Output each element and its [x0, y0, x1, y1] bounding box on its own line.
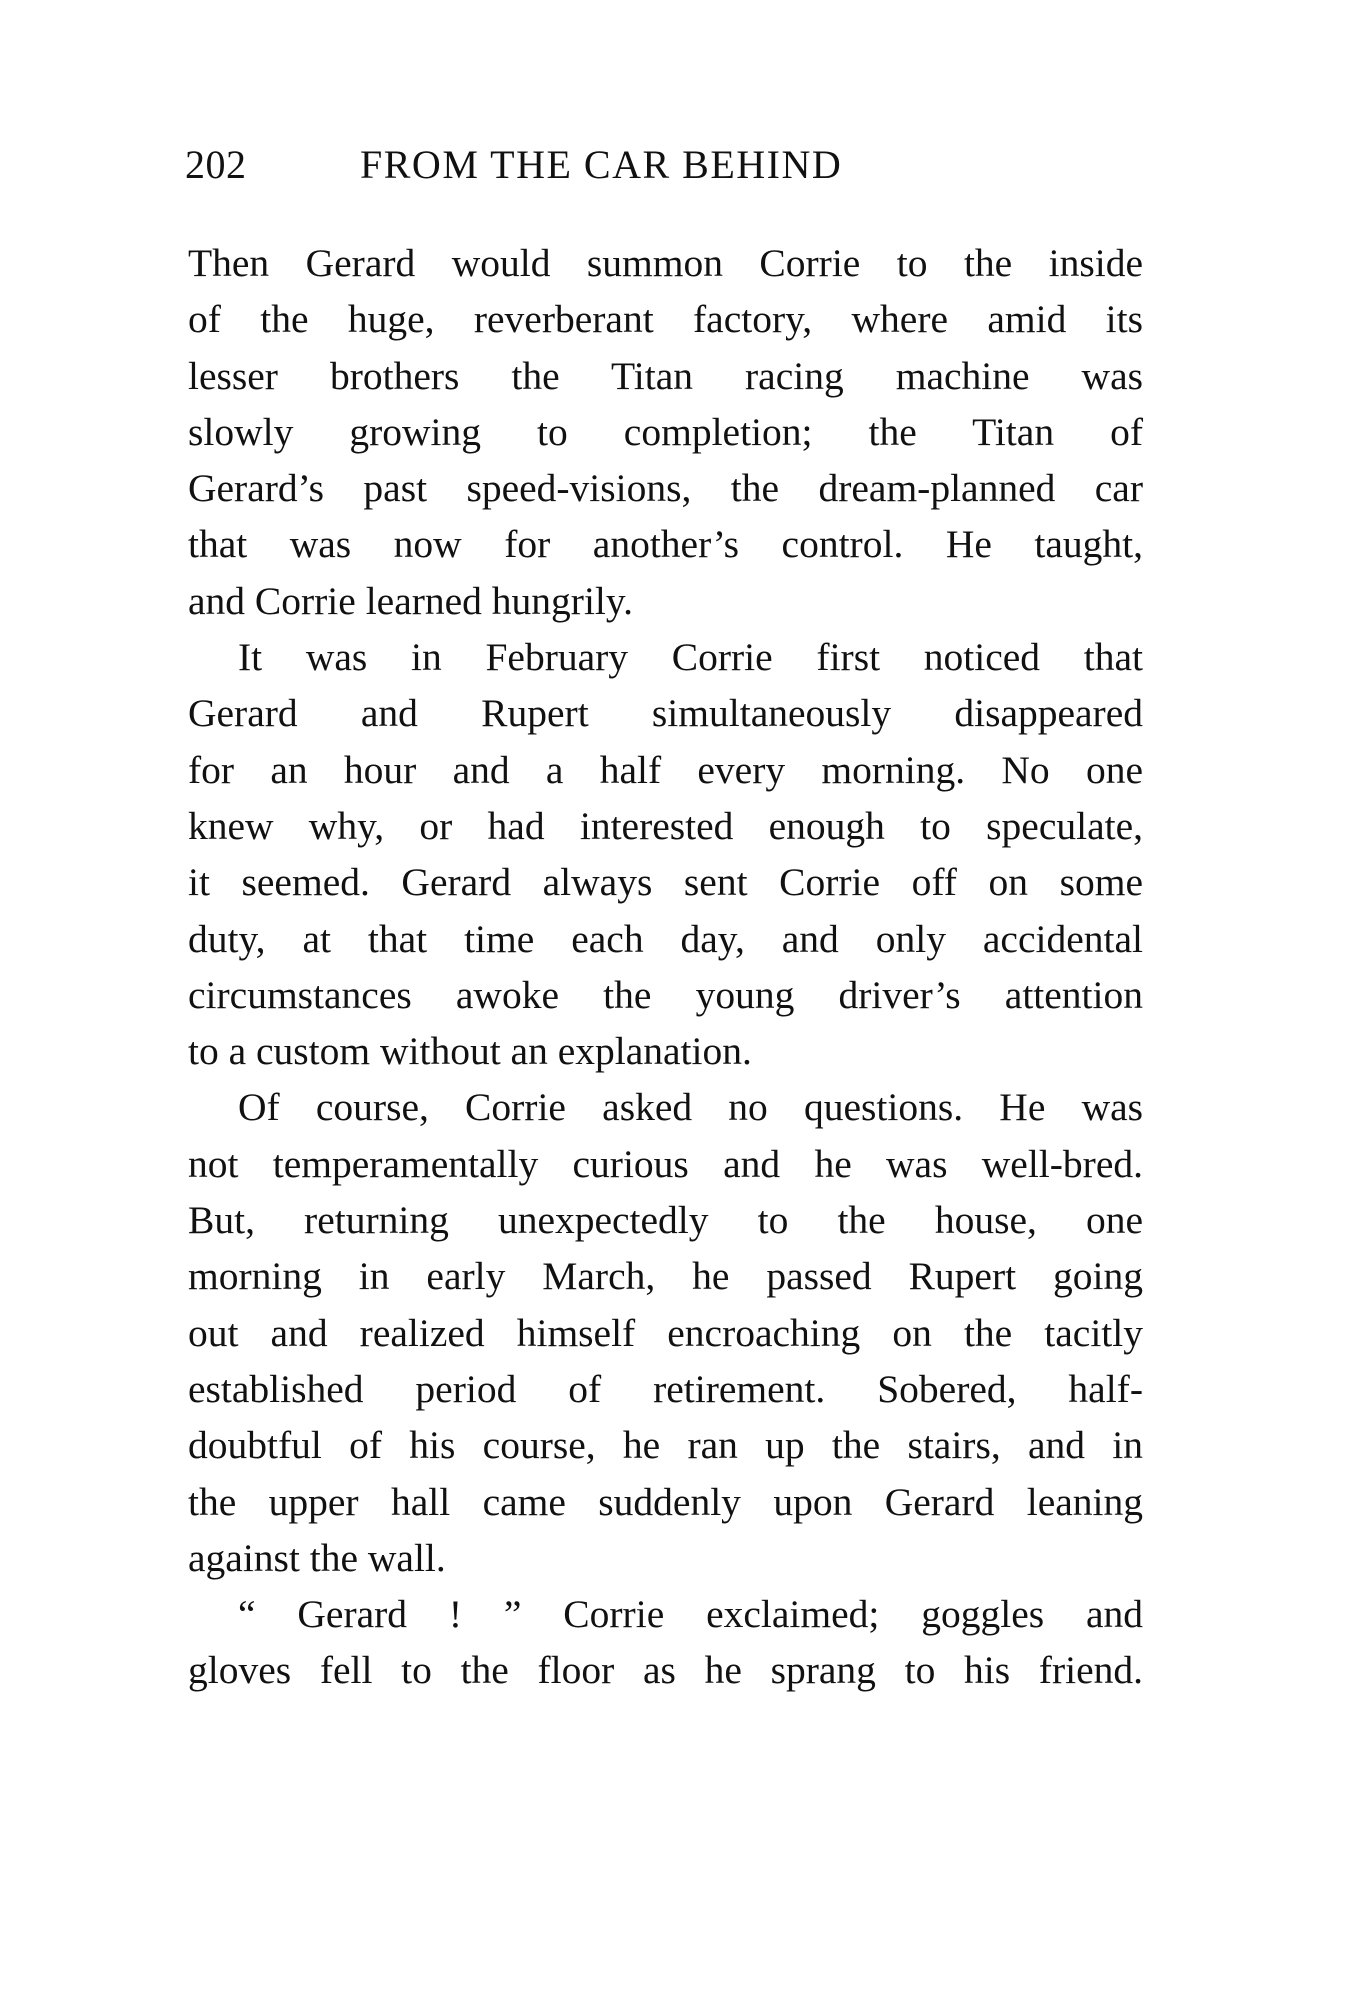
body-text: [188, 235, 1143, 1699]
text-line: doubtful of his course, he ran up the stairs, and in: [188, 1423, 1143, 1468]
text-line: gloves fell to the floor as he sprang to his friend.: [188, 1648, 1143, 1693]
text-line: to a custom without an explanation.: [188, 1029, 752, 1074]
text-line: for an hour and a half every morning. No one: [188, 747, 1143, 792]
running-head: [185, 140, 1140, 190]
text-line: lesser brothers the Titan racing machine was: [188, 353, 1143, 398]
text-line: out and realized himself encroaching on the tacitly: [188, 1310, 1143, 1355]
text-line: “ Gerard ! ” Corrie exclaimed; goggles and: [238, 1592, 1143, 1637]
text-line: Gerard and Rupert simultaneously disappeared: [188, 691, 1143, 736]
paragraph-2: [188, 629, 1143, 1079]
paragraph-3: [188, 1079, 1143, 1586]
text-line: Of course, Corrie asked no questions. He was: [238, 1085, 1143, 1130]
text-line: It was in February Corrie first noticed that: [238, 635, 1143, 680]
text-line: the upper hall came suddenly upon Gerard leaning: [188, 1479, 1143, 1524]
text-line: circumstances awoke the young driver’s attention: [188, 972, 1143, 1017]
text-line: of the huge, reverberant factory, where amid its: [188, 297, 1143, 342]
text-line: morning in early March, he passed Rupert going: [188, 1254, 1143, 1299]
text-line: and Corrie learned hungrily.: [188, 578, 633, 623]
text-line: established period of retirement. Sobered, half-: [188, 1366, 1143, 1411]
text-line: knew why, or had interested enough to speculate,: [188, 803, 1143, 848]
text-line: against the wall.: [188, 1535, 446, 1580]
text-line: But, returning unexpectedly to the house, one: [188, 1198, 1143, 1243]
page-number: 202: [185, 142, 247, 187]
text-line: it seemed. Gerard always sent Corrie off on some: [188, 860, 1143, 905]
text-line: Then Gerard would summon Corrie to the inside: [188, 241, 1143, 285]
text-line: Gerard’s past speed-visions, the dream-planned car: [188, 466, 1143, 511]
text-line: duty, at that time each day, and only accidental: [188, 916, 1143, 961]
paragraph-1: [188, 235, 1143, 629]
paragraph-4: [188, 1586, 1143, 1699]
text-line: slowly growing to completion; the Titan of: [188, 409, 1143, 454]
text-line: not temperamentally curious and he was well-bred.: [188, 1141, 1143, 1186]
book-title: FROM THE CAR BEHIND: [360, 142, 843, 187]
text-line: that was now for another’s control. He taught,: [188, 522, 1143, 567]
